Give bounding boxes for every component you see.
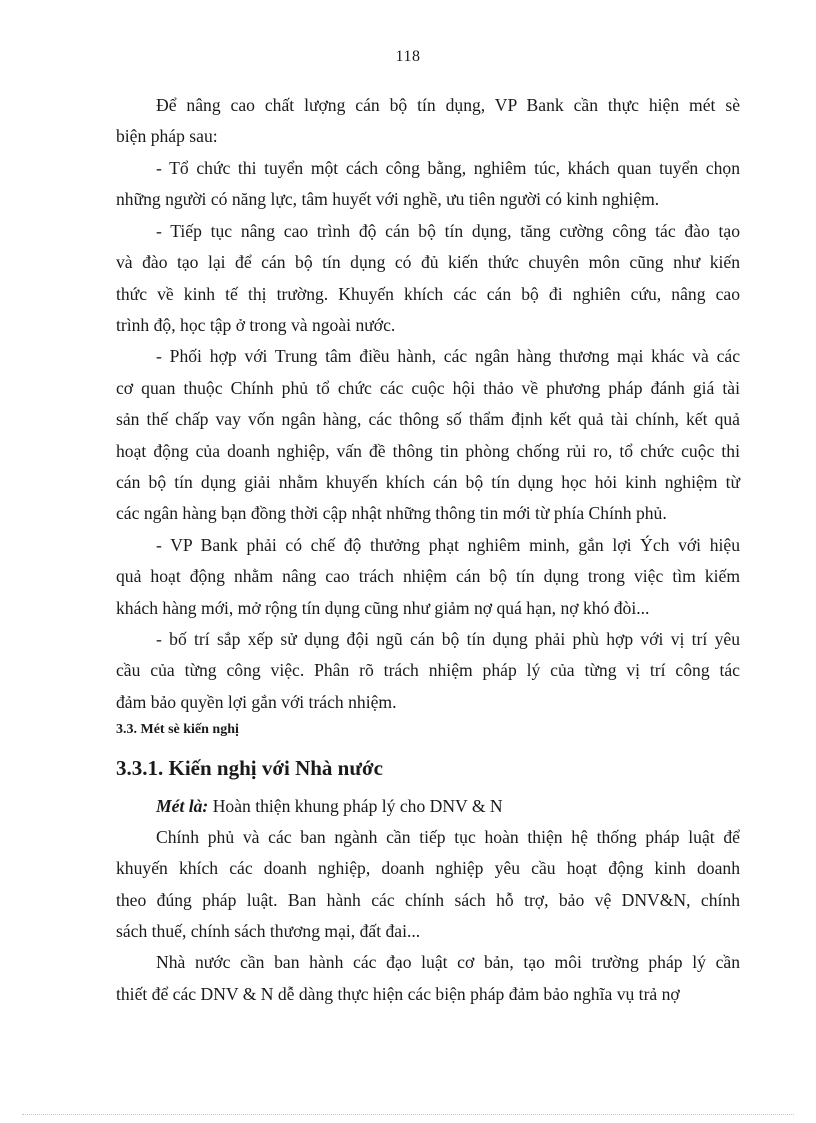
text-line: Nhà nước cần ban hành các đạo luật cơ bản, tạo môi trường pháp lý cần	[156, 952, 740, 972]
text-line: thức về kinh tế thị trường. Khuyến khích các cán bộ đi nghiên cứu, nâng cao	[116, 284, 740, 304]
text-line: - Phối hợp với Trung tâm điều hành, các ngân hàng thương mại khác và các	[156, 346, 740, 366]
text-line: những người có năng lực, tâm huyết với nghề, ưu tiên người có kinh nghiệm.	[116, 189, 660, 209]
section-heading: 3.3.1. Kiến nghị với Nhà nước	[116, 756, 383, 780]
text-line: - Tổ chức thi tuyển một cách công bằng, nghiêm túc, khách quan tuyển chọn	[156, 158, 740, 178]
text-line: sách thuế, chính sách thương mại, đất đai...	[116, 921, 421, 941]
text-line: hoạt động của doanh nghiệp, vấn đề thông tin phòng chống rủi ro, tổ chức cuộc thi	[116, 441, 740, 461]
text-line: biện pháp sau:	[116, 126, 218, 146]
page-number: 118	[395, 48, 421, 65]
lead-label: Mét là:	[156, 796, 209, 816]
page-bottom-divider	[22, 1114, 794, 1115]
text-line: sản thế chấp vay vốn ngân hàng, các thông số thẩm định kết quả tài chính, kết quả	[116, 409, 740, 429]
text-line: trình độ, học tập ở trong và ngoài nước.	[116, 315, 396, 335]
text-line: và đào tạo lại để cán bộ tín dụng có đủ kiến thức chuyên môn cũng như kiến	[116, 252, 740, 272]
text-line: đảm bảo quyền lợi gắn với trách nhiệm.	[116, 692, 397, 712]
text-line: cơ quan thuộc Chính phủ tổ chức các cuộc hội thảo về phương pháp đánh giá tài	[116, 378, 740, 398]
text-line: - bố trí sắp xếp sử dụng đội ngũ cán bộ tín dụng phải phù hợp với vị trí yêu	[156, 629, 740, 649]
text-line: khách hàng mới, mở rộng tín dụng cũng như giảm nợ quá hạn, nợ khó đòi...	[116, 598, 650, 618]
text-line: - Tiếp tục nâng cao trình độ cán bộ tín dụng, tăng cường công tác đào tạo	[156, 221, 740, 241]
section-subheading: 3.3. Mét sè kiến nghị	[116, 722, 239, 737]
text-line: Để nâng cao chất lượng cán bộ tín dụng, VP Bank cần thực hiện mét sè	[156, 95, 740, 115]
text-line: theo đúng pháp luật. Ban hành các chính sách hỗ trợ, bảo vệ DNV&N, chính	[116, 890, 740, 910]
text-line: thiết để các DNV & N dễ dàng thực hiện các biện pháp đảm bảo nghĩa vụ trả nợ	[116, 984, 680, 1004]
text-line: - VP Bank phải có chế độ thưởng phạt nghiêm minh, gắn lợi Ých với hiệu	[156, 535, 740, 555]
text-line: các ngân hàng bạn đồng thời cập nhật những thông tin mới từ phía Chính phủ.	[116, 503, 667, 523]
lead-text: Hoàn thiện khung pháp lý cho DNV & N	[208, 796, 503, 816]
lead-line	[156, 795, 740, 817]
text-line: khuyến khích các doanh nghiệp, doanh nghiệp yêu cầu hoạt động kinh doanh	[116, 858, 740, 878]
text-line: cầu của từng công việc. Phân rõ trách nhiệm pháp lý của từng vị trí công tác	[116, 660, 740, 680]
text-line: cán bộ tín dụng giải nhằm khuyến khích cán bộ tín dụng học hỏi kinh nghiệm từ	[116, 472, 740, 492]
text-line: Chính phủ và các ban ngành cần tiếp tục hoàn thiện hệ thống pháp luật để	[156, 827, 740, 847]
text-line: quả hoạt động nhằm nâng cao trách nhiệm cán bộ tín dụng trong việc tìm kiếm	[116, 566, 740, 586]
